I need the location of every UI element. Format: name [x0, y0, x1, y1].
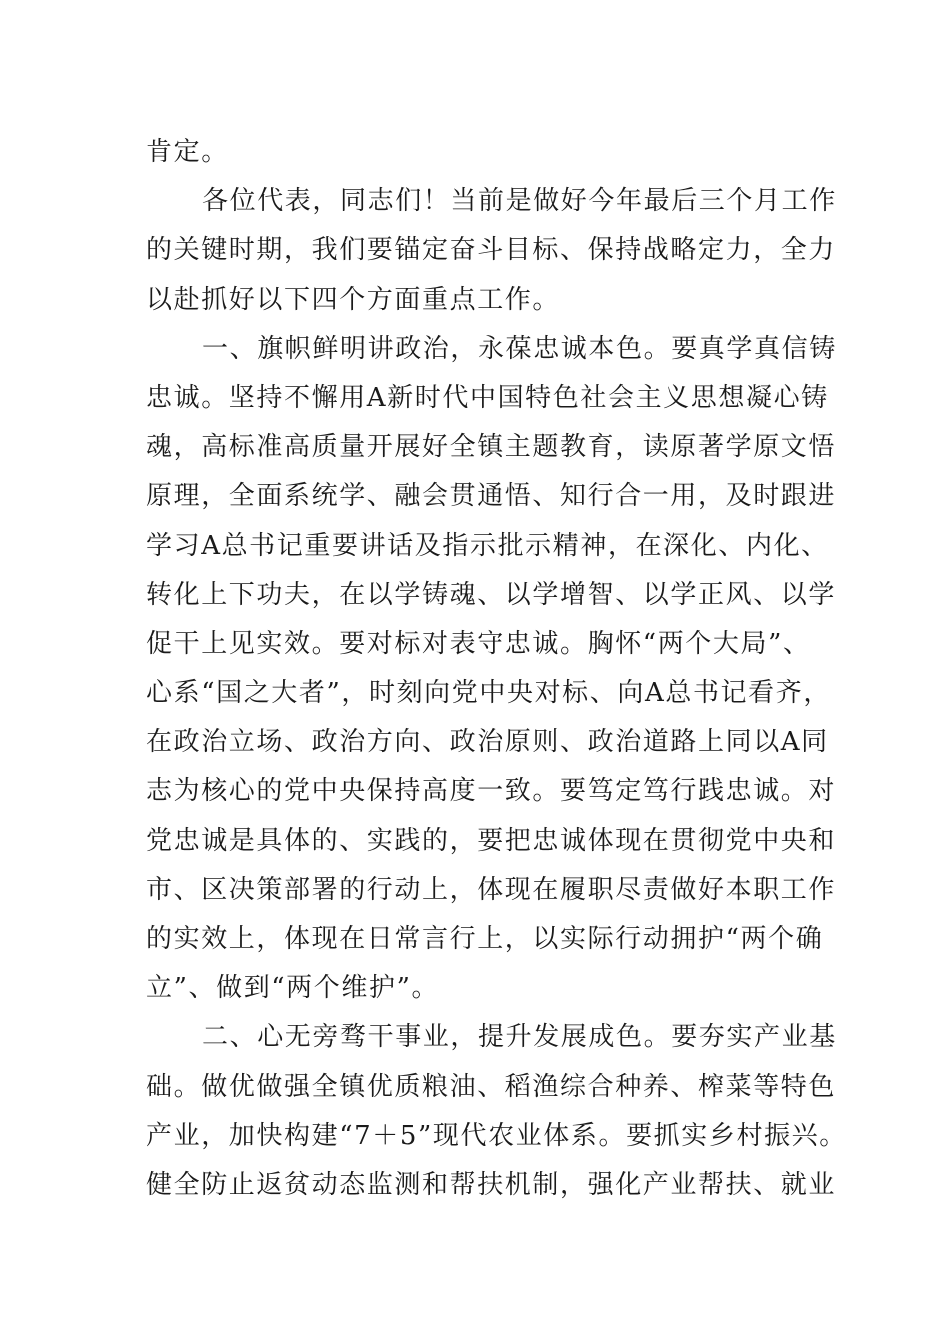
text-line: 健全防止返贫动态监测和帮扶机制，强化产业帮扶、就业	[146, 1169, 837, 1200]
text-line: 肯定。	[146, 137, 229, 167]
text-line: 志为核心的党中央保持高度一致。要笃定笃行践忠诚。对	[146, 776, 837, 807]
text-line: 学习A总书记重要讲话及指示批示精神，在深化、内化、	[146, 530, 829, 561]
text-line: 心系“国之大者”，时刻向党中央对标、向A总书记看齐，	[146, 678, 831, 709]
text-line: 促干上见实效。要对标对表守忠诚。胸怀“两个大局”、	[146, 628, 811, 659]
body-text	[146, 128, 847, 1210]
text-line: 原理，全面系统学、融会贯通悟、知行合一用，及时跟进	[146, 481, 837, 512]
text-line: 础。做优做强全镇优质粮油、稻渔综合种养、榨菜等特色	[146, 1071, 837, 1102]
text-line: 以赴抓好以下四个方面重点工作。	[146, 284, 561, 315]
text-line: 党忠诚是具体的、实践的，要把忠诚体现在贯彻党中央和	[146, 825, 837, 856]
text-line: 在政治立场、政治方向、政治原则、政治道路上同以A同	[146, 727, 829, 758]
text-line: 产业，加快构建“7＋5”现代农业体系。要抓实乡村振兴。	[146, 1120, 847, 1151]
text-line: 二、心无旁骛干事业，提升发展成色。要夯实产业基	[202, 1022, 837, 1053]
text-line: 各位代表，同志们！当前是做好今年最后三个月工作	[202, 186, 837, 217]
text-line: 魂，高标准高质量开展好全镇主题教育，读原著学原文悟	[146, 432, 837, 463]
text-line: 转化上下功夫，在以学铸魂、以学增智、以学正风、以学	[146, 579, 837, 610]
text-line: 立”、做到“两个维护”。	[146, 973, 440, 1004]
text-line: 忠诚。坚持不懈用A新时代中国特色社会主义思想凝心铸	[146, 382, 829, 413]
text-line: 的关键时期，我们要锚定奋斗目标、保持战略定力，全力	[146, 235, 837, 266]
text-line: 市、区决策部署的行动上，体现在履职尽责做好本职工作	[146, 874, 837, 905]
text-line: 的实效上，体现在日常言行上，以实际行动拥护“两个确	[146, 924, 824, 954]
text-line: 一、旗帜鲜明讲政治，永葆忠诚本色。要真学真信铸	[202, 333, 837, 364]
